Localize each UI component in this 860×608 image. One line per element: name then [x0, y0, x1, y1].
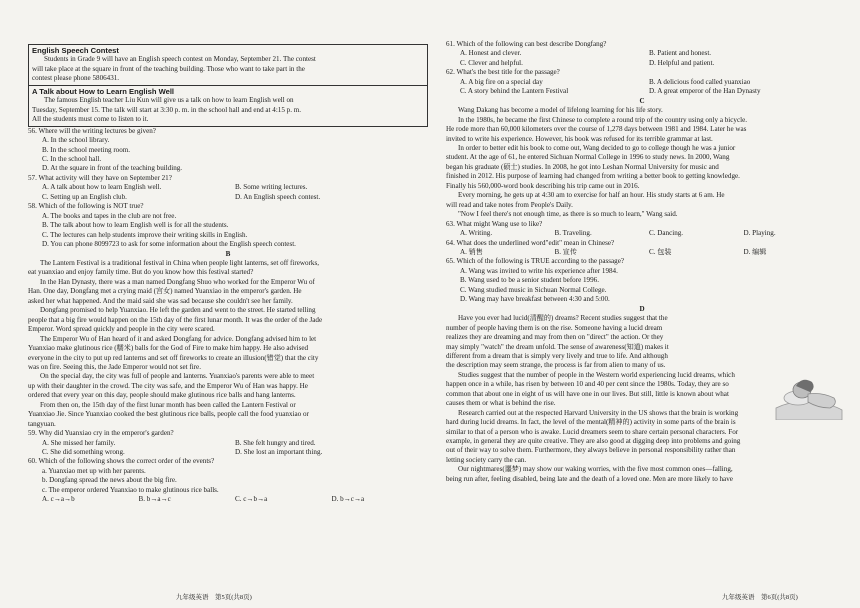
option: B. 宣传	[554, 247, 577, 256]
question-65: 65. Which of the following is TRUE according to the passage?	[446, 257, 625, 266]
event-item: b. Dongfang spread the news about the big fire.	[42, 476, 177, 485]
passage-line: the description may seem strange, the process is far from alien to many of us.	[446, 361, 666, 370]
passage-line: will read and take notes from People's Daily.	[446, 200, 573, 209]
passage-line: Have you ever had lucid(清醒的) dreams? Recent studies suggest that the	[458, 314, 668, 323]
question-63: 63. What might Wang use to like?	[446, 219, 543, 228]
passage-line: In the 1980s, he became the first Chinese to complete a round trip of the country using only a bicycle.	[458, 115, 747, 124]
passage-line: began his graduate (硕士) studies. In 2008, he got into Leshan Normal University for music and	[446, 162, 719, 171]
notice-line: Students in Grade 9 will have an English speech contest on Monday, September 21. The contest	[44, 55, 316, 64]
option: A. In the school library.	[42, 136, 110, 145]
option: A. Writing.	[460, 229, 493, 238]
section-b-heading: B	[225, 249, 231, 258]
notice-box	[28, 44, 428, 127]
passage-line: He rode more than 60,000 kilometers over the course of 1,278 days between 1981 and 1984. Later he was	[446, 125, 747, 134]
option: D. An English speech contest.	[235, 192, 321, 201]
notice-title-talk: A Talk about How to Learn English Well	[32, 86, 175, 96]
option: D. At the square in front of the teaching building.	[42, 164, 183, 173]
option: D. You can phone 8099723 to ask for some information about the English speech contest.	[42, 240, 296, 249]
passage-line: On the special day, the city was full of people and lanterns. Yuanxiao's parents were able to meet	[40, 372, 315, 381]
event-item: a. Yuanxiao met up with her parents.	[42, 466, 146, 475]
passage-line: out of their way to solve them. Furthermore, they always believe in personal responsibility rather than	[446, 446, 736, 455]
option: C. Clever and helpful.	[460, 58, 523, 67]
option: A. The books and tapes in the club are not free.	[42, 211, 177, 220]
option: D. A great emperor of the Han Dynasty	[649, 87, 761, 96]
notice-line: will take place at the square in front of the teaching building. Those who want to take part in the	[32, 64, 305, 73]
event-item: c. The emperor ordered Yuanxiao to make glutinous rice balls.	[42, 485, 219, 494]
notice-line: Tuesday, September 15. The talk will start at 3:30 p. m. in the school hall and end at 4:15 p. m.	[32, 105, 302, 114]
option: D. Playing.	[743, 229, 776, 238]
notice-line: contest please phone 5806431.	[32, 74, 120, 83]
passage-line: Yuanxiao make glutinous rice (糯米) balls for the God of Fire to make him happy. He also advised	[28, 344, 309, 353]
option: A. A talk about how to learn English well.	[42, 183, 162, 192]
option: B. The talk about how to learn English well is for all the students.	[42, 221, 229, 230]
option: A. A big fire on a special day	[460, 77, 543, 86]
passage-line: Dongfang promised to help Yuanxiao. He left the garden and went to the street. He started telling	[40, 306, 316, 315]
passage-line: common that about one in eight of us will have one in our lives. But still, little is known about what	[446, 389, 729, 398]
question-56: 56. Where will the writing lectures be given?	[28, 126, 156, 135]
notice-line: The famous English teacher Liu Kun will give us a talk on how to learn English well on	[44, 96, 294, 105]
passage-line: asked her what happened. And the maid said she was sad because she couldn't see her family.	[28, 296, 293, 305]
passage-line: letting society carry the can.	[446, 455, 527, 464]
section-d-heading: D	[639, 304, 645, 313]
question-58: 58. Which of the following is NOT true?	[28, 202, 144, 211]
option: B. A delicious food called yuanxiao	[649, 77, 751, 86]
question-59: 59. Why did Yuanxiao cry in the emperor's garden?	[28, 429, 174, 438]
passage-line: Studies suggest that the number of people in the Western world experiencing lucid dreams, which	[458, 370, 735, 379]
passage-line: everyone in the city to put up red lanterns and set off fireworks to create an illusion(错觉) that the city	[28, 353, 319, 362]
option: A. Honest and clever.	[460, 49, 522, 58]
option: B. Patient and honest.	[649, 49, 712, 58]
option: B. She felt hungry and tired.	[235, 438, 316, 447]
option: C. In the school hall.	[42, 154, 102, 163]
footer-page-5: 九年级英语 第5页(共8页)	[176, 594, 252, 601]
passage-line: From then on, the 15th day of the first lunar month has been called the Lantern Festival or	[40, 400, 296, 409]
option: A. 销售	[460, 247, 483, 256]
option: C. The lectures can help students improve their writing skills in English.	[42, 230, 248, 239]
question-64: 64. What does the underlined word"edit" mean in Chinese?	[446, 238, 615, 247]
passage-line: Emperor. Word spread quickly and people in the city were scared.	[28, 325, 215, 334]
passage-line: ordered that every year on this day, people should make glutinous rice balls and hang lanterns.	[28, 391, 296, 400]
passage-line: Wang Dakang has become a model of lifelong learning for his life story.	[458, 106, 663, 115]
notice-line: All the students must come to listen to it.	[32, 115, 149, 124]
passage-line: number of people having them is on the rise. Someone having a lucid dream	[446, 323, 663, 332]
option: C. Setting up an English club.	[42, 192, 127, 201]
notice-title-speech-contest: English Speech Contest	[32, 46, 119, 55]
option: B. b→a→c	[138, 495, 171, 504]
option: A. c→a→b	[42, 495, 75, 504]
passage-line: hard during lucid dreams. In fact, the level of the mental(精神的) activity in some parts of the brain is	[446, 418, 736, 427]
passage-line: Our nightmares(噩梦) may show our waking worries, with the five most common ones—falling,	[458, 465, 733, 474]
option: C. She did something wrong.	[42, 448, 125, 457]
notice-divider	[29, 85, 427, 86]
option: C. A story behind the Lantern Festival	[460, 87, 569, 96]
passage-line: student. At the age of 61, he entered Sichuan Normal College in 1996 to study news. In 2000, Wang	[446, 153, 730, 162]
option: D. Wang may have breakfast between 4:30 and 5:00.	[460, 295, 610, 304]
left-column	[28, 0, 428, 505]
passage-line: Every morning, he gets up at 4:30 am to exercise for half an hour. His study starts at 6 am. He	[458, 191, 725, 200]
passage-line: up with their daughter in the crowd. The city was safe, and the Emperor Wu of Han was happy. He	[28, 381, 308, 390]
passage-line: realizes they are dreaming and may from then on "direct" the action. Or they	[446, 333, 664, 342]
passage-line: different from a dream that is simply very lively and true to life. And although	[446, 351, 668, 360]
passage-line: may simply "watch" the dream unfold. The sense of awareness(知道) makes it	[446, 342, 669, 351]
option: A. She missed her family.	[42, 438, 116, 447]
footer-page-6: 九年级英语 第6页(共8页)	[722, 594, 798, 601]
question-62: 62. What's the best title for the passage?	[446, 68, 560, 77]
passage-line: "Now I feel there's not enough time, as there is so much to learn," Wang said.	[458, 210, 678, 219]
option: C. Wang studied music in Sichuan Normal College.	[460, 285, 607, 294]
option: B. Some writing lectures.	[235, 183, 308, 192]
question-60: 60. Which of the following shows the correct order of the events?	[28, 457, 215, 466]
passage-line: The Lantern Festival is a traditional festival in China when people light lanterns, set off fireworks,	[40, 258, 320, 267]
option: B. Traveling.	[554, 229, 592, 238]
option: A. Wang was invited to write his experience after 1984.	[460, 266, 618, 275]
option: B. Wang used to be a senior student before 1996.	[460, 276, 599, 285]
passage-line: Han. One day, Dongfang met a crying maid (宫女) named Yuanxiao in the emperor's garden. He	[28, 287, 302, 296]
passage-line: causes them or what is behind the rise.	[446, 399, 556, 408]
passage-line: being run after, feeling disabled, being late and the death of a loved one. Men are more likely to have	[446, 474, 733, 483]
passage-line: happen once in a while, has risen by between 10 and 40 per cent since the 1980s. Today, they are so	[446, 380, 729, 389]
sleeping-person-illustration	[772, 364, 844, 420]
option: C. c→b→a	[235, 495, 268, 504]
question-61: 61. Which of the following can best describe Dongfang?	[446, 40, 607, 48]
passage-line: finished in 2012. His purpose of learning had changed from writing a better book to getting knowledge.	[446, 172, 740, 181]
option: D. b→c→a	[331, 495, 365, 504]
option: D. 编辑	[743, 247, 767, 256]
passage-line: invited to write his experience. However, his book was refused for its terrible grammar at last.	[446, 134, 713, 143]
passage-line: people that a big fire would happen on the 15th day of the first lunar month. It was the order of the Jade	[28, 315, 323, 324]
passage-line: Finally his 560,000-word book describing his trip came out in 2016.	[446, 181, 640, 190]
question-57: 57. What activity will they have on September 21?	[28, 173, 172, 182]
option: B. In the school meeting room.	[42, 145, 131, 154]
passage-line: tangyuan.	[28, 419, 56, 428]
passage-line: The Emperor Wu of Han heard of it and asked Dongfang for advice. Dongfang advised him to let	[40, 334, 317, 343]
section-c-heading: C	[639, 96, 645, 105]
passage-line: In the Han Dynasty, there was a man named Dongfang Shuo who worked for the Emperor Wu of	[40, 277, 315, 286]
passage-line: eat yuanxiao and enjoy family time. But do you know how this festival started?	[28, 268, 254, 277]
passage-line: example, in general they are quite creative. They are also good at digging deep into problems and going	[446, 437, 741, 446]
passage-line: Research carried out at the respected Harvard University in the US shows that the brain is working	[458, 408, 739, 417]
passage-line: similar to that of a person who is awake. Lucid dreamers seem to share certain personal characters. For	[446, 427, 739, 436]
option: D. Helpful and patient.	[649, 58, 715, 67]
passage-line: was on fire. Seeing this, the Jade Emperor would not set fire.	[28, 362, 201, 371]
passage-line: In order to better edit his book to come out, Wang decided to go to college though he was a junior	[458, 143, 736, 152]
option: C. 包装	[649, 247, 672, 256]
option: D. She lost an important thing.	[235, 448, 323, 457]
option: C. Dancing.	[649, 229, 684, 238]
passage-line: Yuanxiao Jie. Since Yuanxiao cooked the best glutinous rice balls, people call the food yuanxiao or	[28, 410, 309, 419]
